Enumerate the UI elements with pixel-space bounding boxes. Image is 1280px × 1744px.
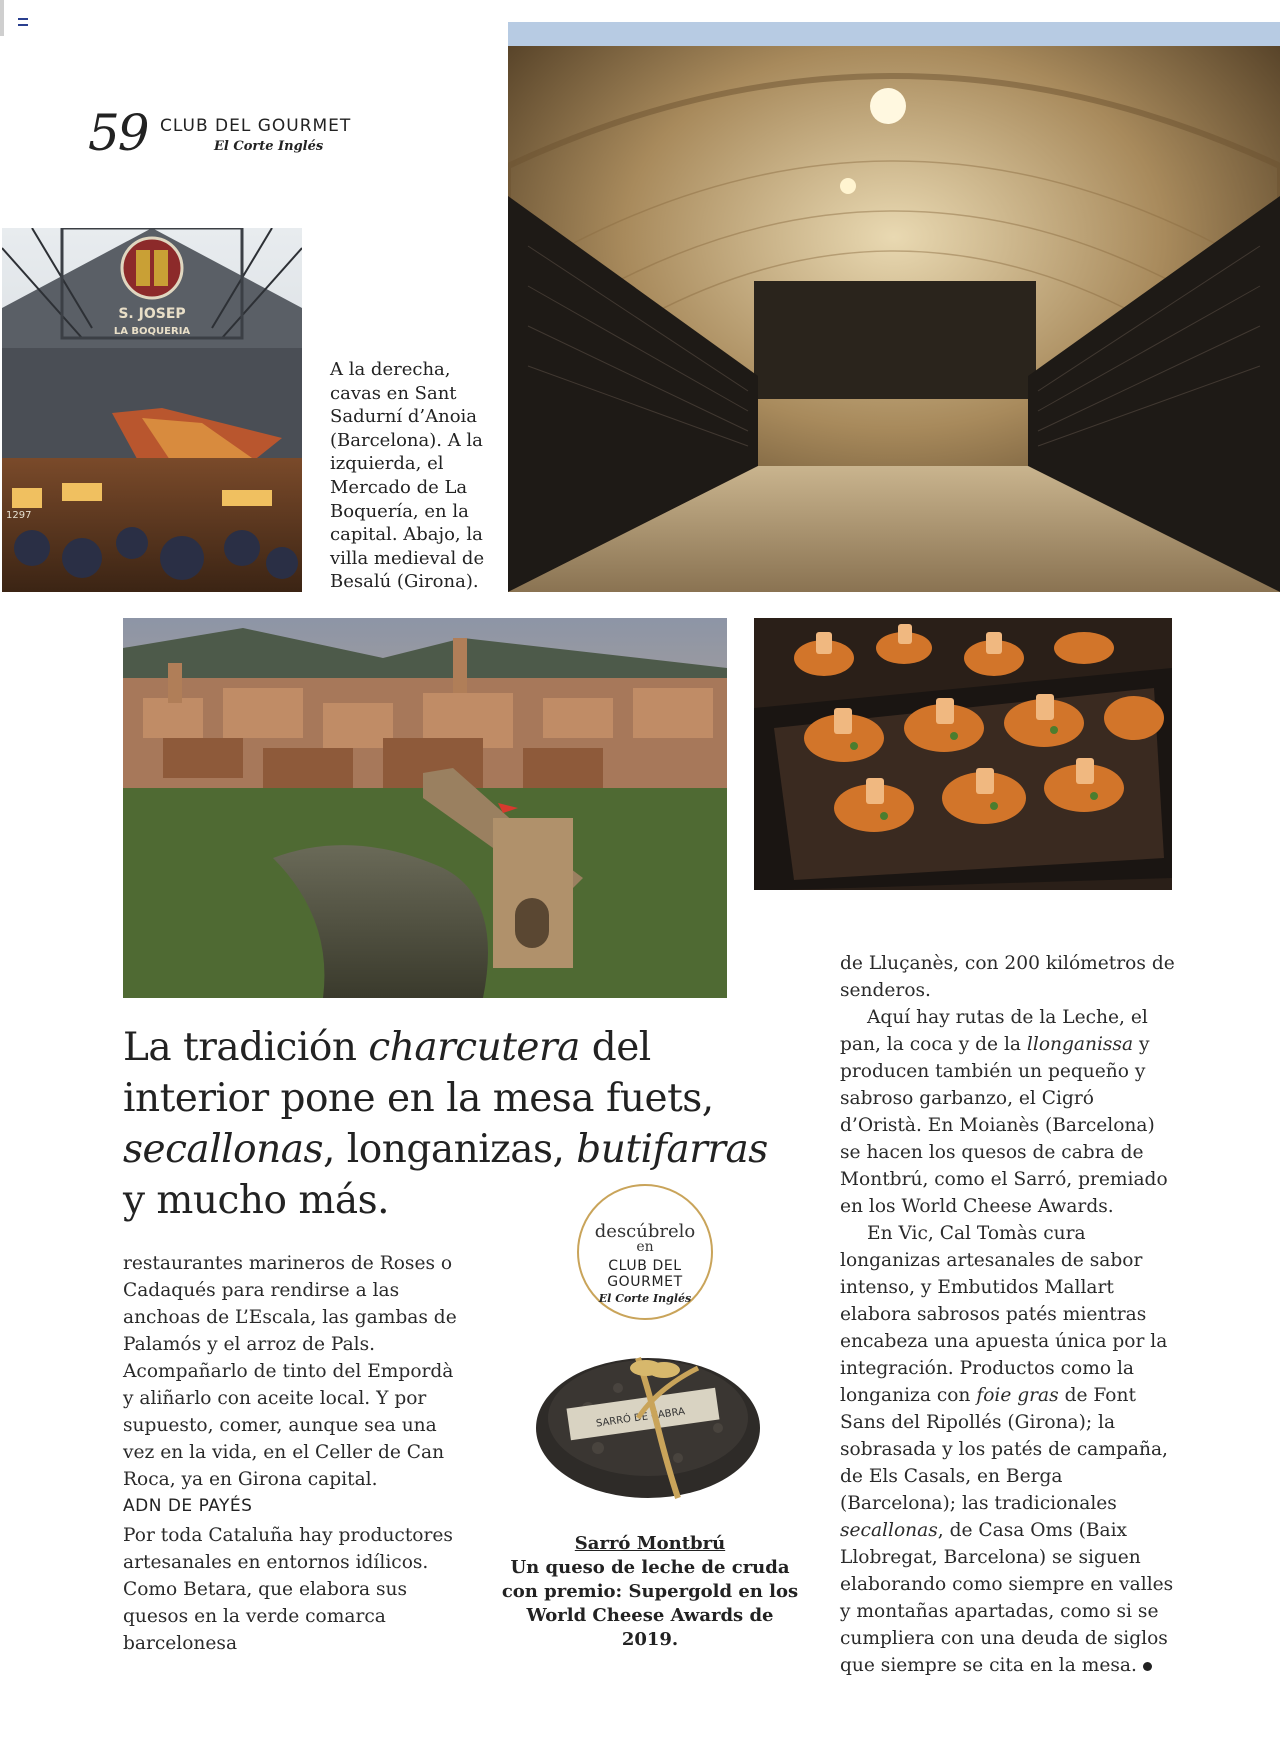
pull-quote-text: La tradición xyxy=(123,1025,369,1070)
cheese-label-text: SARRÓ DE CABRA xyxy=(595,1406,686,1430)
pull-quote-emphasis: secallonas xyxy=(123,1127,323,1172)
body-text: , de Casa Oms (Baix Llobregat, Barcelona) se siguen elaborando como siempre en valles y montañas apartadas, como si se cumpliera con una deuda de siglos que siempre se cita en la mesa. xyxy=(840,1520,1174,1676)
body-emphasis: llonganissa xyxy=(1026,1034,1134,1055)
body-text: Aquí hay rutas de la Leche, el pan, la coca y de la xyxy=(840,1007,1148,1055)
photo-besalu-village xyxy=(123,618,727,998)
body-text: En Vic, Cal Tomàs cura longanizas artesanales de sabor intenso, y Embutidos Mallart elabora sabrosos patés mientras encabeza una apuesta única por la integración. Productos como la longaniza con xyxy=(840,1223,1168,1406)
product-caption xyxy=(500,1532,800,1652)
body-text: y producen también un pequeño y sabroso garbanzo, el Cigró d’Oristà. En Moianès (Barcelona) se hacen los quesos de cabra de Montbrú, como el Sarró, premiado en los World Cheese Awards. xyxy=(840,1034,1168,1217)
product-description: Un queso de leche de cruda con premio: Supergold en los World Cheese Awards de 2019. xyxy=(501,1557,799,1650)
body-paragraph: Por toda Cataluña hay productores artesanales en entornos idílicos. Como Betara, que elabora sus quesos en la verde comarca barcelonesa xyxy=(123,1525,453,1654)
pull-quote-emphasis: charcutera xyxy=(368,1025,580,1070)
photo-boqueria-market xyxy=(2,228,302,592)
photo-tapas-tray xyxy=(754,618,1172,890)
section-heading: ADN DE PAYÉS xyxy=(123,1496,253,1516)
page-number: 59 xyxy=(88,104,148,162)
badge-logo: El Corte Inglés xyxy=(598,1292,692,1305)
pull-quote-emphasis: butifarras xyxy=(576,1127,768,1172)
product-name[interactable]: Sarró Montbrú xyxy=(574,1533,726,1554)
page-edge-rule xyxy=(0,0,4,36)
end-mark-icon xyxy=(1143,1662,1152,1671)
right-column xyxy=(840,950,1180,1679)
badge-club: CLUB DEL GOURMET xyxy=(607,1258,683,1290)
photo-caption: A la derecha, cavas en Sant Sadurní d’Anoia (Barcelona). A la izquierda, el Mercado de La Boquería, en la capital. Abajo, la villa medieval de Besalú (Girona). xyxy=(330,359,485,593)
photo-cheese xyxy=(528,1328,768,1508)
body-paragraph: de Lluçanès, con 200 kilómetros de senderos. xyxy=(840,953,1175,1001)
sign-name: S. JOSEP xyxy=(118,306,186,322)
left-column-paragraph xyxy=(123,1250,463,1493)
body-paragraph: restaurantes marineros de Roses o Cadaqués para rendirse a las anchoas de L’Escala, las gambas de Palamós y el arroz de Pals. Acompañarlo de tinto del Empordà y aliñarlo con aceite local. Y por supuesto, comer, aunque sea una vez en la vida, en el Celler de Can Roca, ya en Girona capital. xyxy=(123,1253,457,1490)
sign-sub: LA BOQUERIA xyxy=(113,326,191,337)
pull-quote-text: del interior pone en la mesa fuets, xyxy=(123,1025,714,1121)
badge-line-1: descúbrelo xyxy=(594,1221,696,1242)
club-title: CLUB DEL GOURMET xyxy=(160,116,352,136)
menu-icon[interactable] xyxy=(18,18,28,26)
body-paragraph xyxy=(840,1004,1180,1220)
badge-line-2: en xyxy=(636,1239,654,1255)
photo-cava-cellar xyxy=(508,22,1280,592)
stall-number: 1297 xyxy=(6,510,32,521)
pull-quote-text: y mucho más. xyxy=(123,1178,390,1223)
body-emphasis: foie gras xyxy=(976,1385,1059,1406)
store-logo: El Corte Inglés xyxy=(214,139,324,154)
left-column-paragraph-2 xyxy=(123,1522,463,1657)
body-text: de Font Sans del Ripollés (Girona); la sobrasada y los patés de campaña, de Els Casals, en Berga (Barcelona); las tradicionales xyxy=(840,1385,1168,1514)
body-emphasis: secallonas xyxy=(840,1520,938,1541)
pull-quote-text: , longanizas, xyxy=(323,1127,577,1172)
body-paragraph xyxy=(840,1220,1180,1679)
discover-badge[interactable] xyxy=(577,1184,713,1320)
